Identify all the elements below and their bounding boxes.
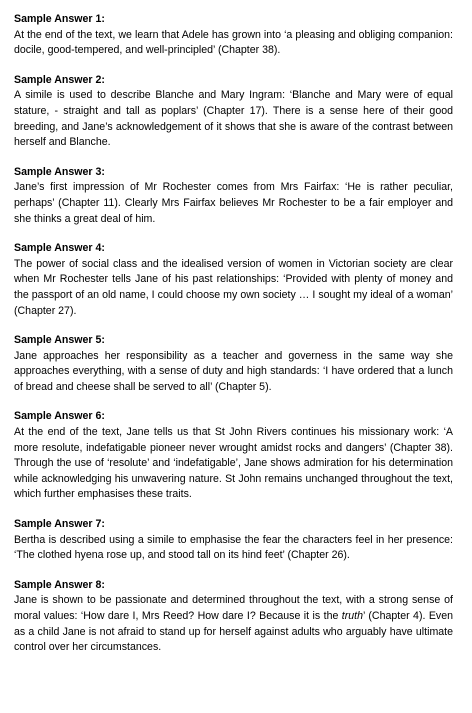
answer-heading: Sample Answer 8: <box>14 578 105 591</box>
answer-text: At the end of the text, Jane tells us that St John Rivers continues his missionary work: ‘A more resolute, indefatigable pioneer never wrought amidst rocks and dangers’ (Chapter 38). Through the use of ‘resolute’ and ‘indefatigable’, Jane shows admiration for his determination while acknowledging his unwavering nature. St John remains unchanged throughout the text, which further emphasises these traits. <box>14 426 453 501</box>
answer-heading: Sample Answer 2: <box>14 73 105 86</box>
answer-text: Jane’s first impression of Mr Rochester comes from Mrs Fairfax: ‘He is rather peculiar, perhaps’ (Chapter 11). Clearly Mrs Fairfax believes Mr Rochester to be a fair employer and she thinks a great deal of him. <box>14 181 453 225</box>
answer-text: A simile is used to describe Blanche and Mary Ingram: ‘Blanche and Mary were of equal stature, - straight and tall as poplars’ (Chapter 17). There is a sense here of their good breeding, and Jane’s acknowledgement of it shows that she is aware of the contrast between herself and Blanche. <box>14 89 453 149</box>
answer-heading: Sample Answer 7: <box>14 518 105 531</box>
answer-heading: Sample Answer 5: <box>14 334 105 347</box>
answer-text-part: Jane is shown to be passionate and determined throughout the text, with a strong sense of moral values: ‘How dare I, Mrs Reed? How dare I? Because it is the <box>14 594 453 622</box>
answer-text: Jane approaches her responsibility as a teacher and governess in the same way she approaches everything, with a sense of duty and high standards: ‘I have ordered that a lunch of bread and cheese shall be served to all’ (Chapter 5). <box>14 349 453 393</box>
sample-answer-2 <box>14 73 453 151</box>
answer-text <box>14 593 453 655</box>
answer-heading: Sample Answer 3: <box>14 165 105 178</box>
sample-answer-6 <box>14 409 453 503</box>
answer-text: Bertha is described using a simile to emphasise the fear the characters feel in her presence: ‘The clothed hyena rose up, and stood tall on its hind feet’ (Chapter 26). <box>14 533 453 562</box>
sample-answer-7 <box>14 517 453 564</box>
sample-answer-8 <box>14 578 453 656</box>
document-page <box>14 12 453 670</box>
answer-heading: Sample Answer 4: <box>14 242 105 255</box>
sample-answer-5 <box>14 333 453 395</box>
sample-answer-3 <box>14 165 453 227</box>
sample-answer-4 <box>14 241 453 319</box>
emphasized-word: truth <box>341 610 363 622</box>
answer-text: The power of social class and the idealised version of women in Victorian society are clear when Mr Rochester tells Jane of his past relationships: ‘Provided with plenty of money and the passport of an old name, I could choose my own society … I sought my ideal of a woman’ (Chapter 27). <box>14 257 453 317</box>
answer-text: At the end of the text, we learn that Adele has grown into ‘a pleasing and obliging companion: docile, good-tempered, and well-principled’ (Chapter 38). <box>14 28 453 57</box>
answer-text-part: ’ (Chapter 4). Even as a child Jane is not afraid to stand up for herself against adults who arguably have ultimate control over her circumstances. <box>14 610 453 654</box>
sample-answer-1 <box>14 12 453 59</box>
answer-heading: Sample Answer 1: <box>14 13 105 25</box>
answer-heading: Sample Answer 6: <box>14 410 105 423</box>
